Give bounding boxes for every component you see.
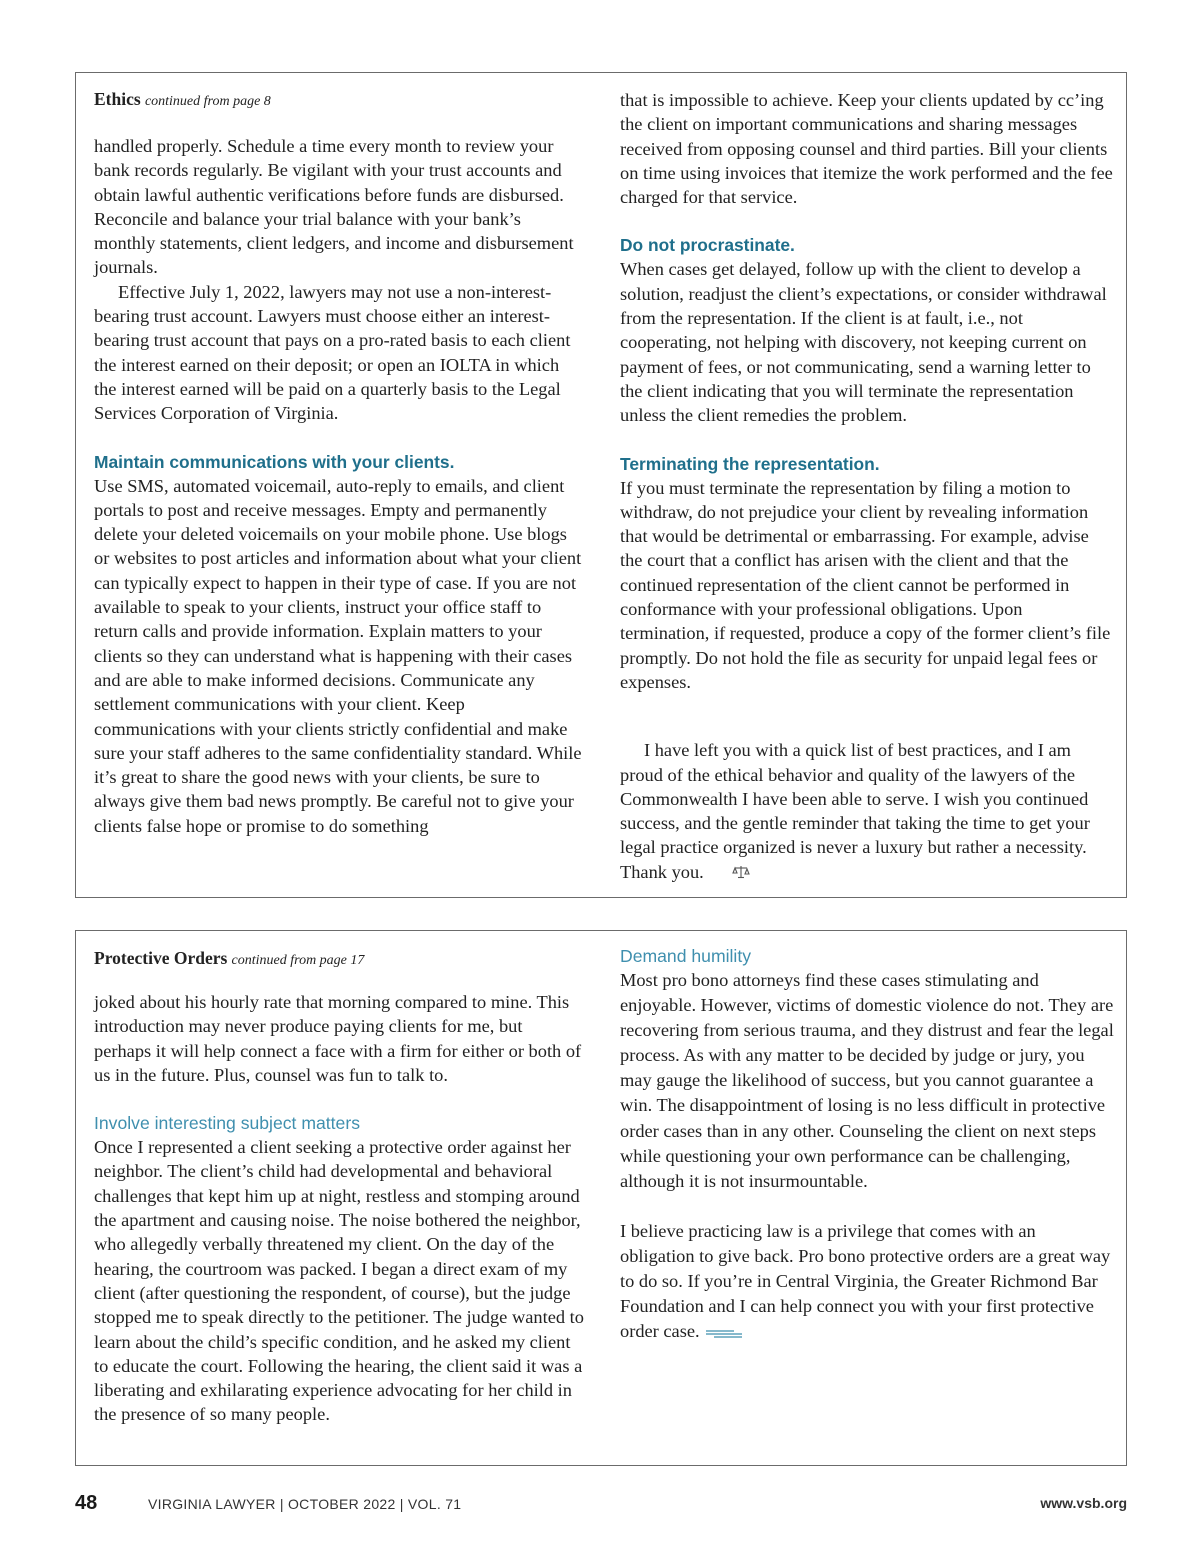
scales-of-justice-icon: [708, 861, 750, 885]
protective-heading-humility: Demand humility: [620, 946, 752, 966]
ethics-right-paragraph-3: If you must terminate the representation by filing a motion to withdraw, do not prejudice your client by revealing information that would be detrimental or embarrassing. For example, advise the court that a conflict has arisen with the client and that the continued representation of the client cannot be performed in conformance with your professional obligations. Upon termination, if requested, produce a copy of the former client’s file promptly. Do not hold the file as security for unpaid legal fees or expenses.: [620, 477, 1111, 692]
protective-header: [94, 947, 584, 972]
protective-right-paragraph-2: [620, 1219, 1114, 1346]
ethics-heading-procrastinate: Do not procrastinate.: [620, 235, 795, 256]
page-footer: [75, 1492, 1127, 1522]
ethics-closing-text: I have left you with a quick list of best practices, and I am proud of the ethical behavior and quality of the lawyers of the Commonwealth I have been able to serve. I wish you continued success, and the gentle reminder that taking the time to get your legal practice organized is never a luxury but rather a necessity. Thank you.: [620, 740, 1090, 882]
ethics-right-paragraph-1: that is impossible to achieve. Keep your clients updated by cc’ing the client on important communications and sharing messages received from opposing counsel and third parties. Bill your clients on time using invoices that itemize the work performed and the fee charged for that service.: [620, 90, 1113, 208]
page-number: 48: [75, 1492, 98, 1514]
ethics-heading-terminating: Terminating the representation.: [620, 453, 880, 474]
protective-right-paragraph-1: Most pro bono attorneys find these cases stimulating and enjoyable. However, victims of domestic violence do not. They are recovering from serious trauma, and they distrust and fear the legal process. As with any matter to be decided by judge or jury, you may gauge the likelihood of success, but you cannot guarantee a win. The disappointment of losing is no less difficult in protective order cases than in any other. Counseling the client on next steps while questioning your own performance can be challenging, although it is not insurmountable.: [620, 970, 1114, 1191]
magazine-issue-line: VIRGINIA LAWYER | OCTOBER 2022 | VOL. 71: [148, 1496, 462, 1512]
website-link[interactable]: www.vsb.org: [1040, 1495, 1127, 1511]
ethics-left-paragraph-3: Use SMS, automated voicemail, auto-reply to emails, and client portals to post and receive messages. Empty and permanently delete your deleted voicemails on your mobile phone. Use blogs or websites to post articles and information about what your client can typically expect to happen in their type of case. If you are not available to speak to your clients, instruct your office staff to return calls and provide information. Explain matters to your clients so they can understand what is happening with their cases and are able to make informed decisions. Communicate any settlement communications with your client. Keep communications with your clients strictly confidential and make sure your staff adheres to the same confidentiality standard. While it’s great to share the good news with your clients, be sure to always give them bad news promptly. Be careful not to give your clients false hope or promise to do something: [94, 475, 582, 836]
protective-closing-text: I believe practicing law is a privilege that comes with an obligation to give back. Pro bono protective orders are a great way to do so. If you’re in Central Virginia, the Greater Richmond Bar Foundation and I can help connect you with your first protective order case.: [620, 1220, 1111, 1342]
ethics-left-paragraph-2: Effective July 1, 2022, lawyers may not use a non-interest-bearing trust account. Lawyers must choose either an interest-bearing trust account that pays on a pro-rated basis to each client the interest earned on their deposit; or open an IOLTA in which the interest earned will be paid on a quarterly basis to the Legal Services Corporation of Virginia.: [94, 281, 571, 424]
protective-left-paragraph-2: Once I represented a client seeking a protective order against her neighbor. The client’s child had developmental and behavioral challenges that kept him up at night, restless and stomping around the apartment and causing noise. The noise bothered the neighbor, who allegedly verbally threatened my client. On the day of the hearing, the courtroom was packed. I began a direct exam of my client (after questioning the respondent, of course), but the judge stopped me to speak directly to the petitioner. The judge wanted to learn about the child’s specific condition, and he asked my client to educate the court. Following the hearing, the client said it was a liberating and exhilarating experience advocating for her child in the presence of so many people.: [94, 1137, 584, 1425]
ethics-right-paragraph-4: [620, 738, 1114, 885]
ethics-left-column: [94, 88, 584, 838]
ethics-header-title: Ethics: [94, 89, 141, 109]
ethics-article-box: [75, 72, 1127, 898]
protective-header-continued: continued from page 17: [231, 953, 365, 968]
ethics-heading-communications: Maintain communications with your clients.: [94, 451, 455, 472]
ethics-header-continued: continued from page 8: [144, 94, 271, 109]
protective-left-column: [94, 947, 584, 1427]
ethics-header: [94, 88, 584, 113]
protective-header-title: Protective Orders: [94, 948, 228, 968]
ethics-right-column: [620, 88, 1114, 886]
protective-heading-subject-matters: Involve interesting subject matters: [94, 1113, 360, 1134]
ethics-right-paragraph-2: When cases get delayed, follow up with the client to develop a solution, readjust the client’s expectations, or consider withdrawal from the representation. If the client is at fault, i.e., not cooperating, not helping with discovery, not keeping current on payment of fees, or not communicating, send a warning letter to the client indicating that you will terminate the representation unless the client remedies the problem.: [620, 259, 1107, 426]
protective-left-paragraph-1: joked about his hourly rate that morning compared to mine. This introduction may never produce paying clients for me, but perhaps it will help connect a face with a firm for either or both of us in the future. Plus, counsel was fun to talk to.: [94, 992, 582, 1085]
ethics-left-paragraph-1: handled properly. Schedule a time every month to review your bank records regularly. Be vigilant with your trust accounts and obtain lawful authentic verifications before funds are disbursed. Reconcile and balance your trial balance with your bank’s monthly statements, client ledgers, and income and disbursement journals.: [94, 136, 574, 278]
protective-right-column: [620, 944, 1114, 1346]
protective-orders-article-box: [75, 930, 1127, 1466]
bar-end-icon: [704, 1320, 744, 1345]
